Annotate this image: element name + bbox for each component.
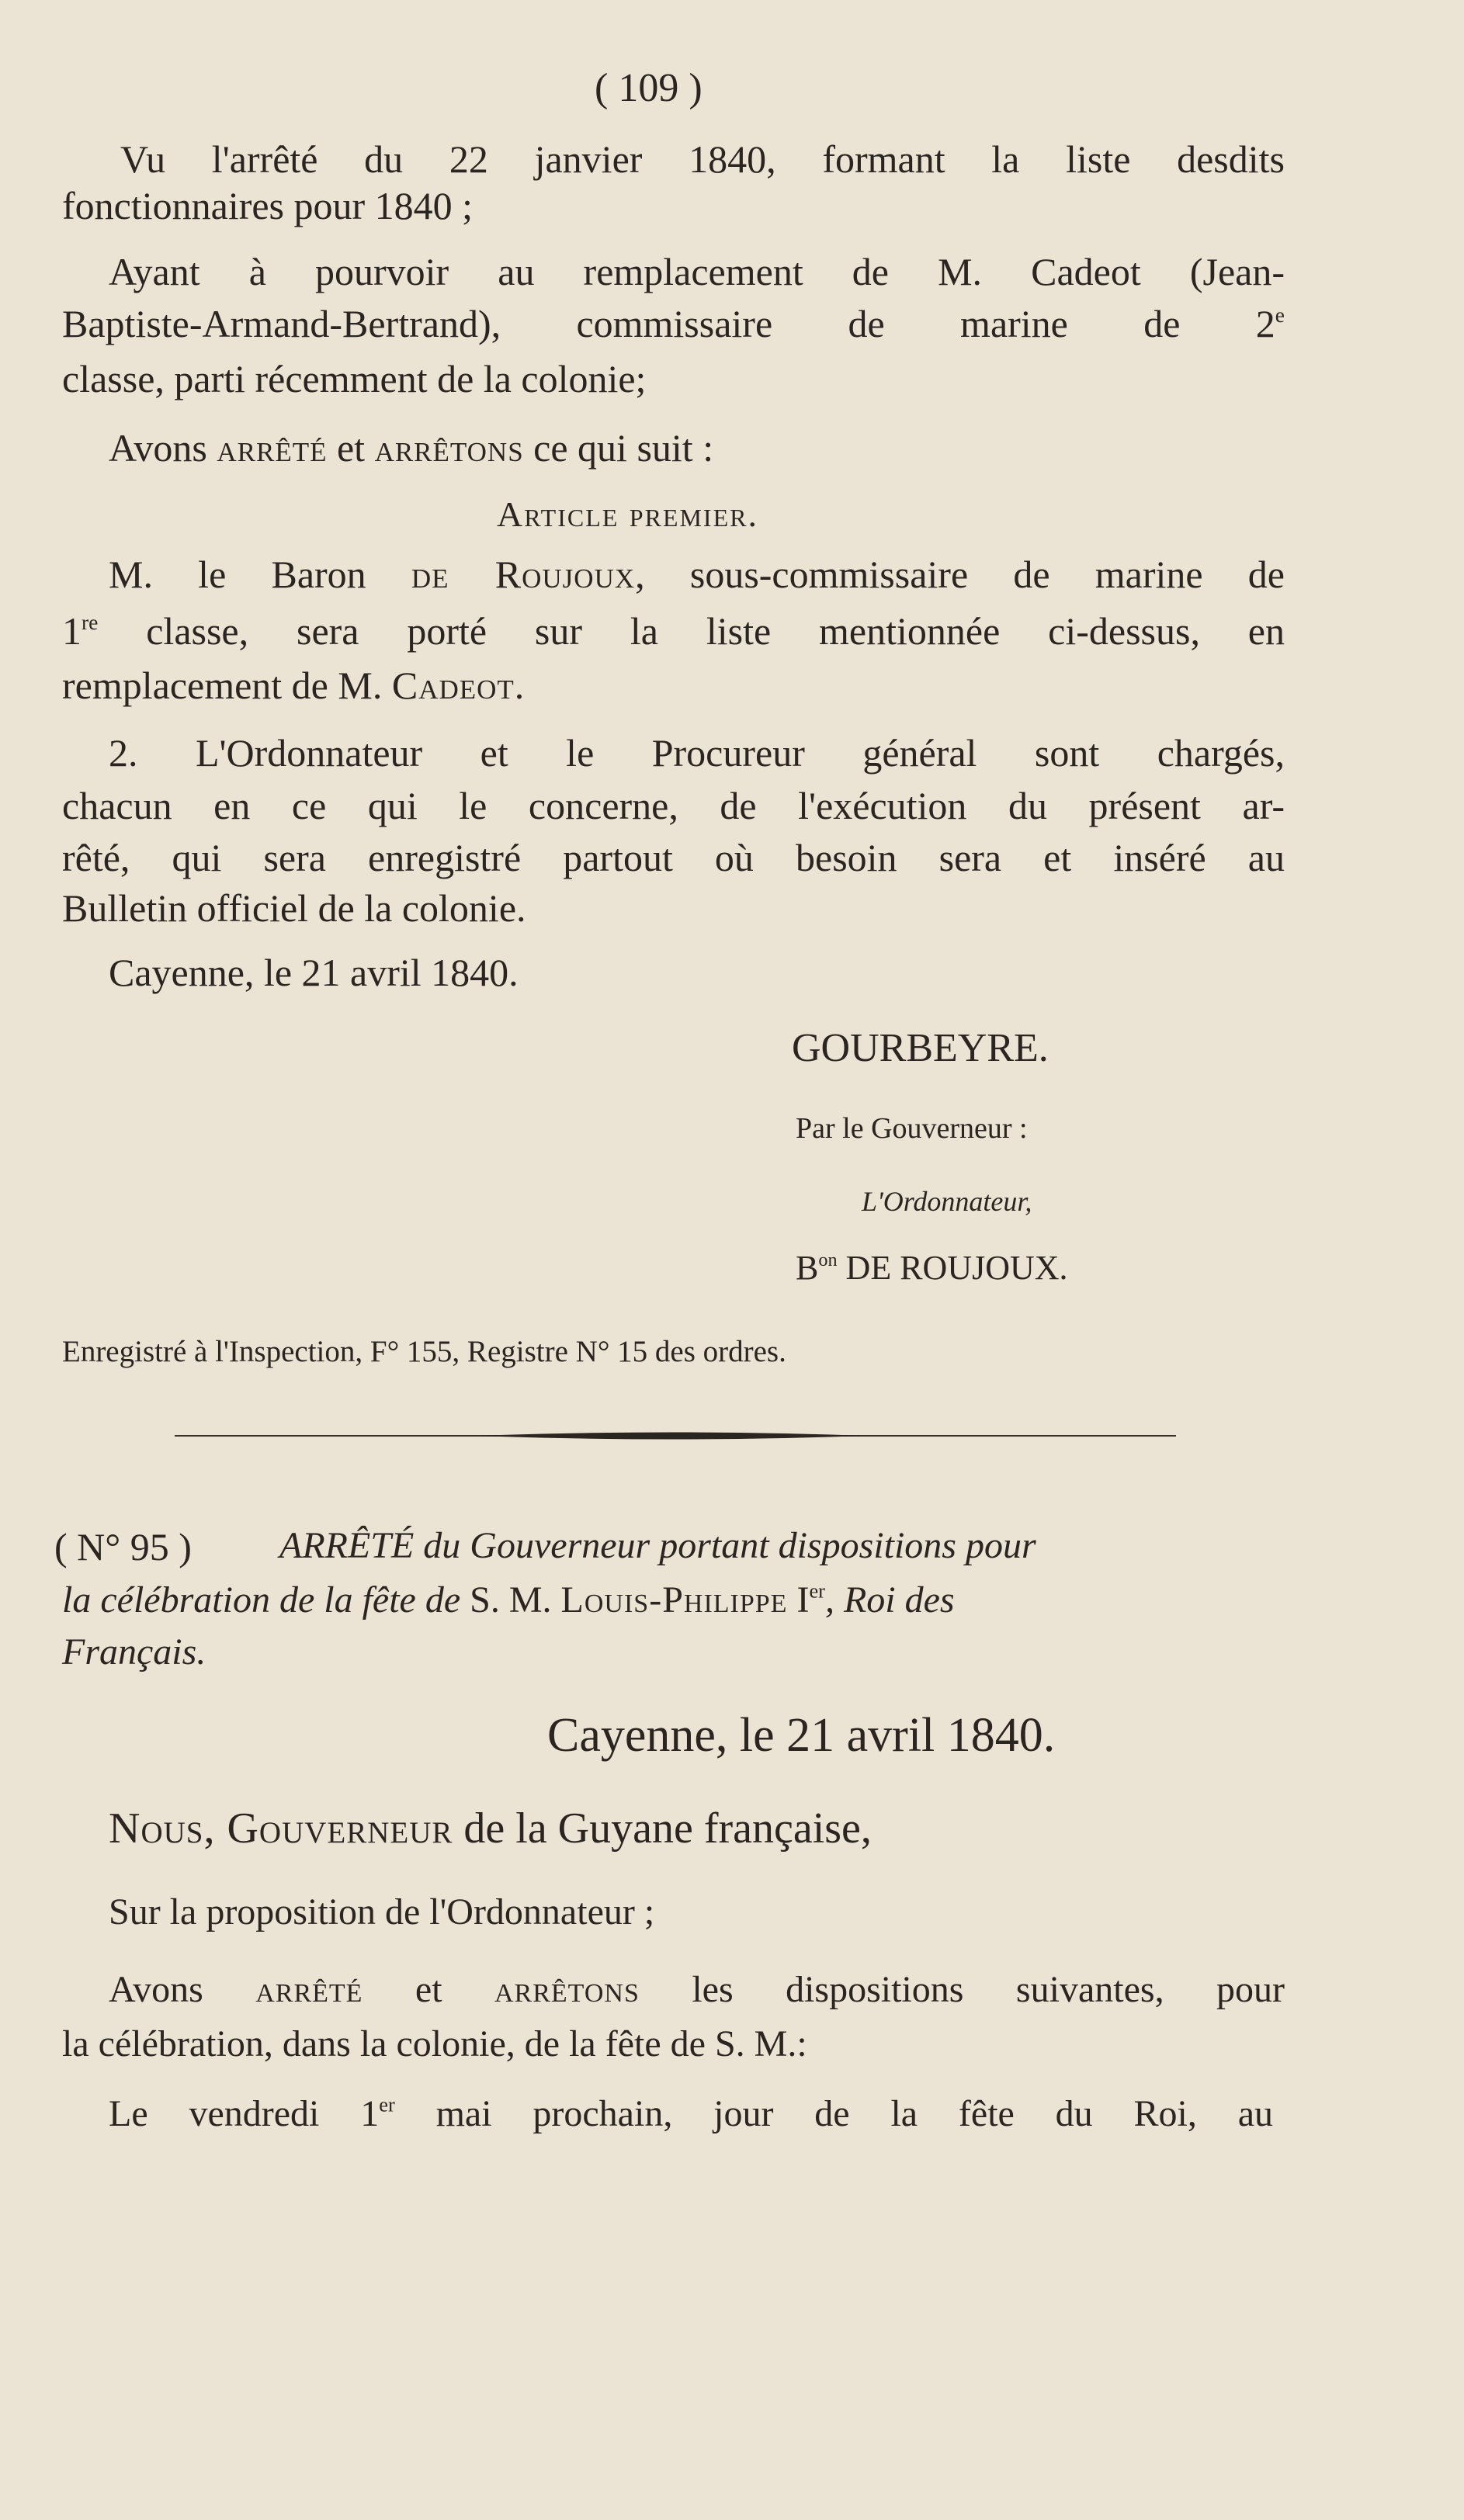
- registration-note: Enregistré à l'Inspection, F° 155, Registre N° 15 des ordres.: [62, 1335, 786, 1368]
- avons-l1-c: et: [363, 1969, 494, 2010]
- avons-e: ce qui suit :: [523, 426, 714, 470]
- ayant-line-2-text: Baptiste-Armand-Bertrand), commissaire de marine de 2: [62, 302, 1275, 345]
- art1-l1-c: , sous-commissaire de marine de: [635, 553, 1285, 596]
- avons-b: arrêté: [217, 426, 328, 470]
- article-2-line-3: rêté, qui sera enregistré partout où besoin sera et inséré au: [62, 836, 1285, 879]
- article-2-line-1: 2. L'Ordonnateur et le Procureur général sont chargés,: [109, 731, 1285, 775]
- avons-disp-line-2: la célébration, dans la colonie, de la fête de S. M.:: [62, 2023, 807, 2064]
- art1-l2-rest: classe, sera porté sur la liste mentionnée ci-dessus, en: [98, 609, 1285, 653]
- nous-a: Nous, Gouverneur: [109, 1804, 453, 1853]
- ayant-line-3: classe, parti récemment de la colonie;: [62, 357, 647, 400]
- title-l2-e: , Roi des: [824, 1579, 955, 1620]
- section-divider: [175, 1428, 1176, 1444]
- date-place: Cayenne, le 21 avril 1840.: [109, 951, 519, 994]
- last-l-b: mai prochain, jour de la fête du Roi, au: [394, 2093, 1273, 2134]
- page-number: ( 109 ): [595, 66, 703, 110]
- last-l-a: Le vendredi 1: [109, 2093, 380, 2134]
- article-2-line-4: Bulletin officiel de la colonie.: [62, 886, 526, 930]
- ayant-line-2-sup: e: [1275, 302, 1285, 327]
- ayant-line-2: [62, 304, 1285, 343]
- signature-roujoux: [796, 1251, 1068, 1285]
- art1-l1-a: M. le Baron: [109, 553, 411, 596]
- title-l2-a: la célébration de la fête de: [62, 1579, 470, 1620]
- sur-la-proposition: Sur la proposition de l'Ordonnateur ;: [109, 1891, 655, 1932]
- avons-line: [109, 426, 714, 470]
- art1-l2-sup: re: [82, 609, 99, 634]
- bon-sup: on: [818, 1250, 838, 1271]
- art1-l3-b: Cadeot.: [391, 664, 526, 707]
- decree-title-line-2: [62, 1579, 955, 1620]
- decree-title-line-3: Français.: [62, 1631, 206, 1672]
- article-1-line-3: [62, 666, 525, 705]
- vendredi-line: [109, 2092, 1273, 2134]
- decree-number: ( N° 95 ): [54, 1525, 192, 1569]
- ordonnateur-label: L'Ordonnateur,: [862, 1186, 1032, 1217]
- par-le-gouverneur: Par le Gouverneur :: [796, 1112, 1028, 1145]
- bon-name: DE ROUJOUX.: [837, 1249, 1068, 1287]
- article-2-line-2: chacun en ce qui le concerne, de l'exécution du présent ar-: [62, 784, 1285, 827]
- signature-gourbeyre: GOURBEYRE.: [792, 1026, 1049, 1070]
- avons-a: Avons: [109, 426, 217, 470]
- avons-l1-b: arrêté: [255, 1969, 363, 2010]
- title-l2-sup: er: [809, 1579, 825, 1603]
- art1-l3-a: remplacement de M.: [62, 664, 392, 707]
- avons-l1-e: les dispositions suivantes, pour: [639, 1969, 1285, 2010]
- avons-l1-d: arrêtons: [494, 1969, 640, 2010]
- avons-disp-line-1: [109, 1971, 1285, 2009]
- vu-line-1: Vu l'arrêté du 22 janvier 1840, formant la liste desdits: [120, 137, 1285, 181]
- avons-l1-a: Avons: [109, 1969, 256, 2010]
- vu-line-2: fonctionnaires pour 1840 ;: [62, 184, 474, 227]
- ayant-line-1: Ayant à pourvoir au remplacement de M. Cadeot (Jean-: [109, 250, 1285, 293]
- article-1-line-1: [109, 555, 1285, 594]
- article-1-line-2: [62, 609, 1285, 653]
- bon-prefix: B: [796, 1249, 819, 1287]
- last-l-sup: er: [379, 2092, 395, 2116]
- avons-d: arrêtons: [374, 426, 524, 470]
- art1-l1-b: de Roujoux: [411, 553, 636, 596]
- decree-dateline: Cayenne, le 21 avril 1840.: [547, 1709, 1056, 1762]
- nous-line: [109, 1804, 872, 1853]
- avons-c: et: [327, 426, 375, 470]
- decree-title-line-1: ARRÊTÉ du Gouverneur portant dispositions pour: [279, 1525, 1036, 1566]
- title-l2-d: I: [787, 1579, 810, 1620]
- nous-b: de la Guyane française,: [453, 1804, 872, 1853]
- article-heading: Article premier.: [497, 494, 758, 534]
- title-l2-b: S. M.: [470, 1579, 561, 1620]
- art1-l2-num: 1: [62, 609, 82, 653]
- title-l2-c: Louis-Philippe: [560, 1579, 788, 1620]
